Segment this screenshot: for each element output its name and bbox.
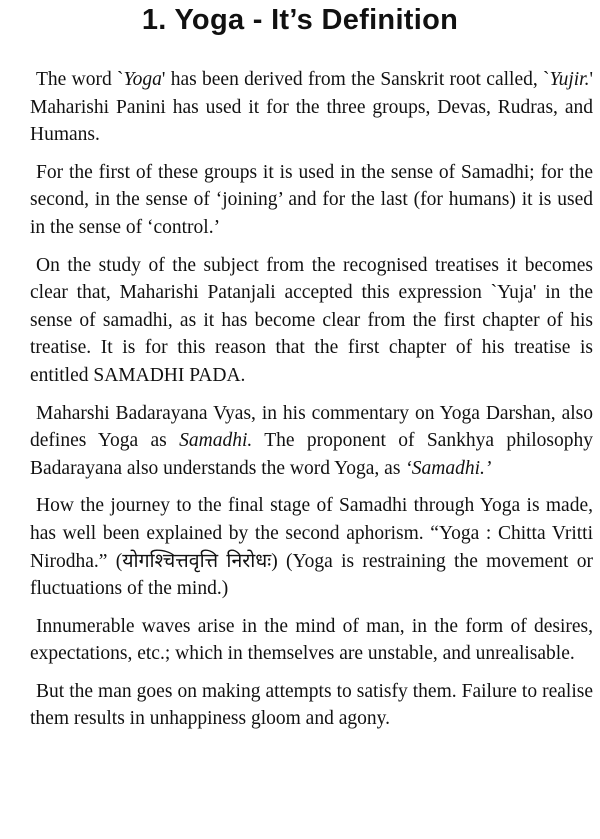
paragraph-text: Innumerable waves arise in the mind of man, in the form of desires, expectations, etc.; which in themselves are unstable, and unrealisable.: [30, 615, 593, 665]
paragraph-6: [30, 613, 593, 668]
paragraph-1: [30, 66, 593, 149]
paragraph-text: ' has been derived from the Sanskrit root called, `: [161, 69, 550, 90]
term-yoga: Yoga: [123, 69, 162, 90]
paragraph-text: But the man goes on making attempts to satisfy them. Failure to realise them results in unhappiness gloom and agony.: [30, 680, 593, 730]
term-yujir: Yujir.: [549, 69, 590, 90]
paragraph-text: On the study of the subject from the recognised treatises it becomes clear that, Maharishi Patanjali accepted this expression `Yuja' in the sense of samadhi, as it has become clear from the first chapter of his treatise. It is for this reason that the first chapter of his treatise is entitled SAMADHI PADA.: [30, 254, 593, 386]
paragraph-text: The word `: [36, 69, 124, 90]
term-samadhi: Samadhi.: [179, 430, 253, 452]
paragraph-5: [30, 492, 593, 602]
paragraph-text: How the journey to the final stage of Samadhi through Yoga is made, has well been explained by the second aphorism. “Yoga : Chitta Vritti Nirodha.” (योगश्चित्तवृत्ति निरोधः) (Yoga is restraining the movement or fluctuations of the mind.): [30, 495, 593, 600]
chapter-body: [30, 66, 593, 743]
paragraph-text: ' Maharishi Panini has used it for the three groups, Devas, Rudras, and Humans.: [30, 69, 594, 146]
chapter-title: 1. Yoga - It’s Definition: [141, 4, 459, 36]
paragraph-text: The proponent of Sankhya philosophy Badarayana also understands the word Yoga, as: [30, 430, 593, 479]
term-samadhi-quoted: ‘Samadhi.’: [405, 457, 492, 479]
paragraph-7: [30, 678, 593, 733]
paragraph-4: [30, 400, 593, 483]
paragraph-3: [30, 252, 593, 390]
paragraph-text: For the first of these groups it is used in the sense of Samadhi; for the second, in the sense of ‘joining’ and for the last (for humans) it is used in the sense of ‘control.’: [30, 161, 593, 238]
paragraph-text: Maharshi Badarayana Vyas, in his commentary on Yoga Darshan, also defines Yoga as: [30, 402, 593, 452]
paragraph-2: [30, 159, 593, 242]
